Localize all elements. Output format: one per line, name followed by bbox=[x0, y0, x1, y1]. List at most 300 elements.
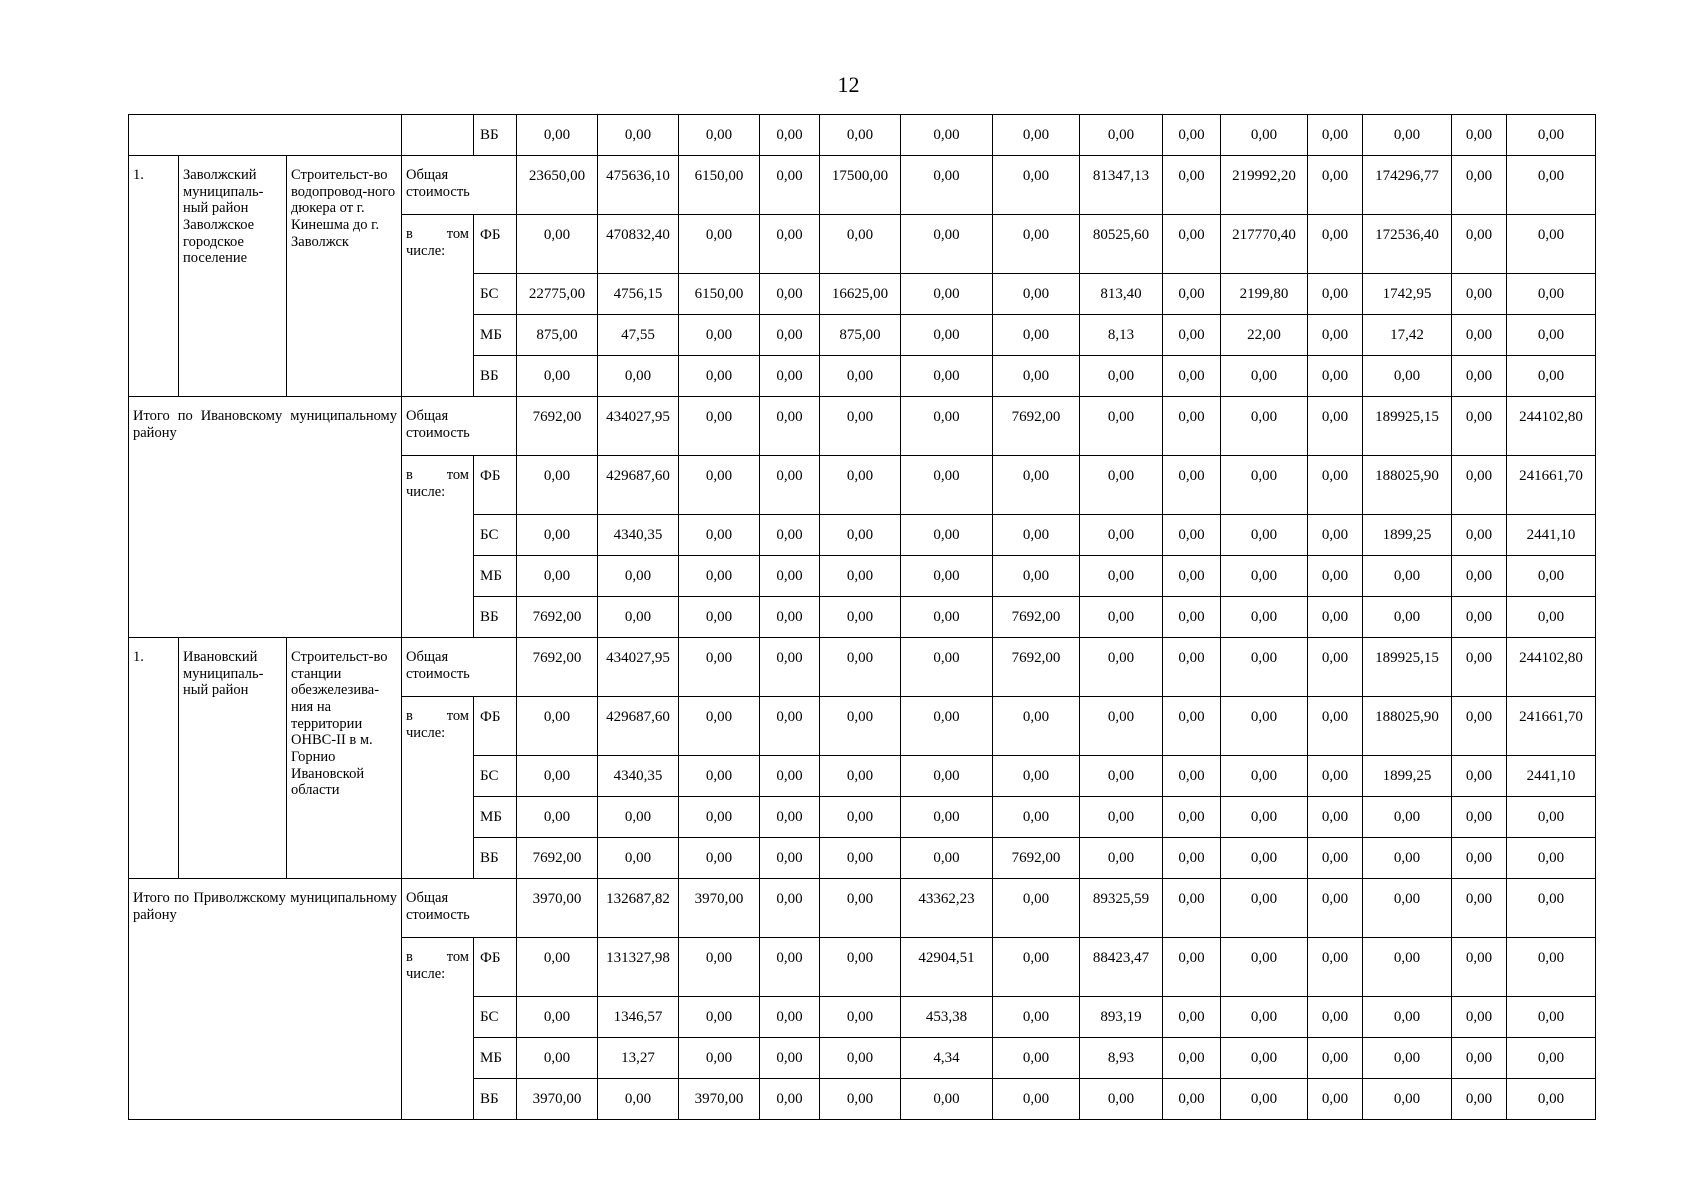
value-cell: 217770,40 bbox=[1221, 215, 1308, 274]
value-cell: 0,00 bbox=[1163, 756, 1221, 797]
value-cell: 0,00 bbox=[1163, 797, 1221, 838]
value-cell: 0,00 bbox=[1163, 515, 1221, 556]
value-cell: 0,00 bbox=[1507, 215, 1596, 274]
value-cell: 0,00 bbox=[679, 938, 760, 997]
value-cell: 0,00 bbox=[993, 274, 1080, 315]
value-cell: 0,00 bbox=[760, 638, 820, 697]
value-cell: 7692,00 bbox=[993, 597, 1080, 638]
total-cost-label: Общая стоимость bbox=[402, 397, 517, 456]
value-cell: 0,00 bbox=[760, 1079, 820, 1120]
value-cell: 0,00 bbox=[760, 315, 820, 356]
value-cell: 0,00 bbox=[1308, 556, 1363, 597]
value-cell: 4,34 bbox=[901, 1038, 993, 1079]
value-cell: 0,00 bbox=[1308, 1038, 1363, 1079]
value-cell: 0,00 bbox=[1308, 215, 1363, 274]
value-cell: 132687,82 bbox=[598, 879, 679, 938]
value-cell: 0,00 bbox=[1221, 697, 1308, 756]
value-cell: 0,00 bbox=[679, 215, 760, 274]
total-caption: Итого по Ивановскому муниципальному району bbox=[129, 397, 402, 638]
funding-source: ВБ bbox=[474, 1079, 517, 1120]
value-cell: 0,00 bbox=[1163, 356, 1221, 397]
funding-source: БС bbox=[474, 997, 517, 1038]
value-cell: 188025,90 bbox=[1363, 456, 1452, 515]
value-cell: 0,00 bbox=[1163, 156, 1221, 215]
value-cell: 0,00 bbox=[1163, 556, 1221, 597]
value-cell: 0,00 bbox=[1308, 274, 1363, 315]
value-cell: 0,00 bbox=[901, 756, 993, 797]
value-cell: 0,00 bbox=[901, 274, 993, 315]
value-cell: 0,00 bbox=[598, 556, 679, 597]
value-cell: 1899,25 bbox=[1363, 756, 1452, 797]
value-cell: 0,00 bbox=[1080, 638, 1163, 697]
value-cell: 0,00 bbox=[1163, 215, 1221, 274]
value-cell: 172536,40 bbox=[1363, 215, 1452, 274]
value-cell: 0,00 bbox=[1363, 879, 1452, 938]
value-cell: 0,00 bbox=[1452, 879, 1507, 938]
value-cell: 23650,00 bbox=[517, 156, 598, 215]
value-cell: 0,00 bbox=[517, 756, 598, 797]
value-cell: 0,00 bbox=[901, 838, 993, 879]
value-cell: 0,00 bbox=[1308, 1079, 1363, 1120]
table-row bbox=[129, 638, 1596, 697]
value-cell: 0,00 bbox=[679, 697, 760, 756]
value-cell: 0,00 bbox=[1507, 556, 1596, 597]
value-cell: 0,00 bbox=[820, 1079, 901, 1120]
value-cell: 0,00 bbox=[901, 638, 993, 697]
value-cell: 875,00 bbox=[517, 315, 598, 356]
value-cell: 0,00 bbox=[901, 1079, 993, 1120]
value-cell: 0,00 bbox=[1507, 797, 1596, 838]
value-cell: 0,00 bbox=[1080, 756, 1163, 797]
value-cell: 0,00 bbox=[1163, 1079, 1221, 1120]
value-cell: 0,00 bbox=[820, 215, 901, 274]
municipality-name: Ивановский муниципаль-ный район bbox=[179, 638, 287, 879]
value-cell: 131327,98 bbox=[598, 938, 679, 997]
value-cell: 7692,00 bbox=[517, 597, 598, 638]
row-number: 1. bbox=[129, 638, 179, 879]
value-cell: 0,00 bbox=[1308, 697, 1363, 756]
value-cell: 0,00 bbox=[901, 797, 993, 838]
value-cell: 0,00 bbox=[1221, 756, 1308, 797]
value-cell: 0,00 bbox=[901, 515, 993, 556]
value-cell: 0,00 bbox=[760, 797, 820, 838]
value-cell: 0,00 bbox=[1221, 397, 1308, 456]
value-cell: 2441,10 bbox=[1507, 756, 1596, 797]
value-cell: 0,00 bbox=[901, 115, 993, 156]
value-cell: 0,00 bbox=[993, 556, 1080, 597]
value-cell: 0,00 bbox=[1080, 397, 1163, 456]
value-cell: 7692,00 bbox=[993, 838, 1080, 879]
value-cell: 189925,15 bbox=[1363, 638, 1452, 697]
funding-source: БС bbox=[474, 274, 517, 315]
value-cell: 0,00 bbox=[993, 797, 1080, 838]
value-cell: 0,00 bbox=[1221, 1079, 1308, 1120]
value-cell: 0,00 bbox=[679, 838, 760, 879]
page-number: 12 bbox=[837, 72, 860, 97]
value-cell: 3970,00 bbox=[517, 879, 598, 938]
value-cell: 0,00 bbox=[679, 756, 760, 797]
value-cell: 0,00 bbox=[993, 1079, 1080, 1120]
value-cell: 470832,40 bbox=[598, 215, 679, 274]
value-cell: 0,00 bbox=[1452, 215, 1507, 274]
value-cell: 0,00 bbox=[760, 597, 820, 638]
value-cell: 0,00 bbox=[820, 597, 901, 638]
value-cell: 0,00 bbox=[1163, 997, 1221, 1038]
value-cell: 0,00 bbox=[1163, 115, 1221, 156]
value-cell: 0,00 bbox=[760, 697, 820, 756]
value-cell: 0,00 bbox=[820, 938, 901, 997]
value-cell: 0,00 bbox=[1452, 638, 1507, 697]
value-cell: 0,00 bbox=[1308, 315, 1363, 356]
value-cell: 0,00 bbox=[1080, 797, 1163, 838]
value-cell: 0,00 bbox=[1221, 115, 1308, 156]
value-cell: 89325,59 bbox=[1080, 879, 1163, 938]
value-cell: 0,00 bbox=[1308, 997, 1363, 1038]
value-cell: 0,00 bbox=[993, 697, 1080, 756]
empty-cell bbox=[402, 115, 474, 156]
value-cell: 0,00 bbox=[760, 456, 820, 515]
funding-source: ФБ bbox=[474, 938, 517, 997]
value-cell: 0,00 bbox=[1507, 1038, 1596, 1079]
value-cell: 4340,35 bbox=[598, 515, 679, 556]
empty-cell bbox=[129, 115, 402, 156]
value-cell: 0,00 bbox=[1080, 556, 1163, 597]
value-cell: 875,00 bbox=[820, 315, 901, 356]
total-caption: Итого по Приволжскому муниципальному району bbox=[129, 879, 402, 1120]
value-cell: 0,00 bbox=[1221, 1038, 1308, 1079]
value-cell: 0,00 bbox=[679, 597, 760, 638]
value-cell: 0,00 bbox=[1080, 697, 1163, 756]
funding-source: ВБ bbox=[474, 356, 517, 397]
value-cell: 1899,25 bbox=[1363, 515, 1452, 556]
funding-source: БС bbox=[474, 515, 517, 556]
value-cell: 0,00 bbox=[901, 156, 993, 215]
value-cell: 0,00 bbox=[760, 756, 820, 797]
value-cell: 0,00 bbox=[1221, 997, 1308, 1038]
value-cell: 0,00 bbox=[1507, 879, 1596, 938]
value-cell: 0,00 bbox=[993, 215, 1080, 274]
value-cell: 3970,00 bbox=[679, 1079, 760, 1120]
value-cell: 0,00 bbox=[1507, 356, 1596, 397]
value-cell: 0,00 bbox=[1163, 597, 1221, 638]
value-cell: 0,00 bbox=[517, 515, 598, 556]
including-label: в том числе: bbox=[402, 456, 474, 638]
value-cell: 0,00 bbox=[517, 938, 598, 997]
value-cell: 16625,00 bbox=[820, 274, 901, 315]
value-cell: 0,00 bbox=[1308, 838, 1363, 879]
value-cell: 0,00 bbox=[517, 797, 598, 838]
value-cell: 8,93 bbox=[1080, 1038, 1163, 1079]
value-cell: 81347,13 bbox=[1080, 156, 1163, 215]
value-cell: 0,00 bbox=[1163, 315, 1221, 356]
value-cell: 0,00 bbox=[1308, 638, 1363, 697]
value-cell: 0,00 bbox=[993, 456, 1080, 515]
value-cell: 47,55 bbox=[598, 315, 679, 356]
value-cell: 2441,10 bbox=[1507, 515, 1596, 556]
funding-source: МБ bbox=[474, 797, 517, 838]
value-cell: 244102,80 bbox=[1507, 397, 1596, 456]
value-cell: 0,00 bbox=[820, 879, 901, 938]
value-cell: 0,00 bbox=[1452, 156, 1507, 215]
value-cell: 0,00 bbox=[679, 797, 760, 838]
value-cell: 0,00 bbox=[993, 515, 1080, 556]
value-cell: 0,00 bbox=[679, 556, 760, 597]
value-cell: 453,38 bbox=[901, 997, 993, 1038]
value-cell: 13,27 bbox=[598, 1038, 679, 1079]
value-cell: 241661,70 bbox=[1507, 456, 1596, 515]
value-cell: 88423,47 bbox=[1080, 938, 1163, 997]
value-cell: 0,00 bbox=[993, 315, 1080, 356]
value-cell: 0,00 bbox=[1221, 838, 1308, 879]
value-cell: 0,00 bbox=[517, 356, 598, 397]
value-cell: 0,00 bbox=[1308, 156, 1363, 215]
value-cell: 0,00 bbox=[1452, 556, 1507, 597]
value-cell: 0,00 bbox=[1452, 315, 1507, 356]
value-cell: 0,00 bbox=[1452, 1079, 1507, 1120]
funding-source: БС bbox=[474, 756, 517, 797]
value-cell: 43362,23 bbox=[901, 879, 993, 938]
value-cell: 0,00 bbox=[598, 597, 679, 638]
value-cell: 0,00 bbox=[760, 215, 820, 274]
value-cell: 0,00 bbox=[1163, 456, 1221, 515]
value-cell: 0,00 bbox=[1163, 1038, 1221, 1079]
object-name: Строительст-во водопровод-ного дюкера от г. Кинешма до г. Заволжск bbox=[287, 156, 402, 397]
value-cell: 17,42 bbox=[1363, 315, 1452, 356]
value-cell: 2199,80 bbox=[1221, 274, 1308, 315]
value-cell: 4756,15 bbox=[598, 274, 679, 315]
value-cell: 22775,00 bbox=[517, 274, 598, 315]
value-cell: 0,00 bbox=[901, 456, 993, 515]
value-cell: 42904,51 bbox=[901, 938, 993, 997]
value-cell: 0,00 bbox=[1163, 397, 1221, 456]
value-cell: 434027,95 bbox=[598, 638, 679, 697]
value-cell: 0,00 bbox=[1308, 879, 1363, 938]
value-cell: 0,00 bbox=[1452, 938, 1507, 997]
value-cell: 0,00 bbox=[1452, 838, 1507, 879]
value-cell: 0,00 bbox=[1080, 597, 1163, 638]
value-cell: 0,00 bbox=[1163, 838, 1221, 879]
value-cell: 0,00 bbox=[901, 397, 993, 456]
value-cell: 0,00 bbox=[760, 115, 820, 156]
value-cell: 813,40 bbox=[1080, 274, 1163, 315]
value-cell: 0,00 bbox=[1452, 397, 1507, 456]
funding-source: ВБ bbox=[474, 838, 517, 879]
value-cell: 0,00 bbox=[679, 515, 760, 556]
value-cell: 0,00 bbox=[1308, 115, 1363, 156]
funding-source: ФБ bbox=[474, 456, 517, 515]
value-cell: 0,00 bbox=[1221, 356, 1308, 397]
value-cell: 0,00 bbox=[1363, 556, 1452, 597]
value-cell: 8,13 bbox=[1080, 315, 1163, 356]
value-cell: 0,00 bbox=[1080, 1079, 1163, 1120]
value-cell: 0,00 bbox=[1363, 797, 1452, 838]
funding-source: ВБ bbox=[474, 597, 517, 638]
value-cell: 0,00 bbox=[1363, 1038, 1452, 1079]
value-cell: 0,00 bbox=[679, 1038, 760, 1079]
value-cell: 0,00 bbox=[993, 997, 1080, 1038]
value-cell: 0,00 bbox=[1363, 115, 1452, 156]
value-cell: 0,00 bbox=[1308, 515, 1363, 556]
value-cell: 0,00 bbox=[1452, 356, 1507, 397]
value-cell: 7692,00 bbox=[517, 838, 598, 879]
value-cell: 0,00 bbox=[598, 838, 679, 879]
value-cell: 0,00 bbox=[1308, 597, 1363, 638]
value-cell: 0,00 bbox=[1452, 274, 1507, 315]
value-cell: 0,00 bbox=[517, 697, 598, 756]
value-cell: 0,00 bbox=[679, 997, 760, 1038]
value-cell: 0,00 bbox=[760, 838, 820, 879]
value-cell: 188025,90 bbox=[1363, 697, 1452, 756]
value-cell: 0,00 bbox=[1363, 1079, 1452, 1120]
value-cell: 0,00 bbox=[1221, 556, 1308, 597]
value-cell: 0,00 bbox=[598, 797, 679, 838]
total-cost-label: Общая стоимость bbox=[402, 156, 517, 215]
funding-source: ФБ bbox=[474, 697, 517, 756]
value-cell: 893,19 bbox=[1080, 997, 1163, 1038]
value-cell: 4340,35 bbox=[598, 756, 679, 797]
value-cell: 22,00 bbox=[1221, 315, 1308, 356]
value-cell: 174296,77 bbox=[1363, 156, 1452, 215]
funding-source: ФБ bbox=[474, 215, 517, 274]
value-cell: 0,00 bbox=[760, 515, 820, 556]
funding-source: ВБ bbox=[474, 115, 517, 156]
value-cell: 0,00 bbox=[1221, 515, 1308, 556]
value-cell: 0,00 bbox=[1452, 697, 1507, 756]
value-cell: 0,00 bbox=[901, 315, 993, 356]
value-cell: 0,00 bbox=[1221, 938, 1308, 997]
value-cell: 0,00 bbox=[1507, 115, 1596, 156]
value-cell: 0,00 bbox=[1080, 115, 1163, 156]
value-cell: 0,00 bbox=[598, 115, 679, 156]
value-cell: 0,00 bbox=[1308, 397, 1363, 456]
value-cell: 0,00 bbox=[1163, 697, 1221, 756]
value-cell: 0,00 bbox=[760, 997, 820, 1038]
value-cell: 0,00 bbox=[820, 797, 901, 838]
value-cell: 0,00 bbox=[993, 156, 1080, 215]
value-cell: 3970,00 bbox=[679, 879, 760, 938]
table-row bbox=[129, 879, 1596, 938]
value-cell: 0,00 bbox=[1080, 356, 1163, 397]
funding-source: МБ bbox=[474, 556, 517, 597]
total-cost-label: Общая стоимость bbox=[402, 638, 517, 697]
value-cell: 80525,60 bbox=[1080, 215, 1163, 274]
value-cell: 0,00 bbox=[993, 356, 1080, 397]
value-cell: 7692,00 bbox=[517, 397, 598, 456]
value-cell: 0,00 bbox=[820, 1038, 901, 1079]
value-cell: 0,00 bbox=[1308, 356, 1363, 397]
value-cell: 17500,00 bbox=[820, 156, 901, 215]
table-row bbox=[129, 115, 1596, 156]
value-cell: 7692,00 bbox=[993, 397, 1080, 456]
value-cell: 0,00 bbox=[820, 997, 901, 1038]
value-cell: 0,00 bbox=[679, 456, 760, 515]
value-cell: 0,00 bbox=[1308, 756, 1363, 797]
value-cell: 6150,00 bbox=[679, 156, 760, 215]
total-cost-label: Общая стоимость bbox=[402, 879, 517, 938]
value-cell: 434027,95 bbox=[598, 397, 679, 456]
value-cell: 429687,60 bbox=[598, 456, 679, 515]
value-cell: 6150,00 bbox=[679, 274, 760, 315]
value-cell: 0,00 bbox=[993, 756, 1080, 797]
value-cell: 0,00 bbox=[1507, 597, 1596, 638]
value-cell: 0,00 bbox=[1452, 756, 1507, 797]
value-cell: 0,00 bbox=[517, 556, 598, 597]
value-cell: 0,00 bbox=[1363, 597, 1452, 638]
value-cell: 0,00 bbox=[760, 356, 820, 397]
value-cell: 0,00 bbox=[1080, 838, 1163, 879]
value-cell: 0,00 bbox=[1308, 938, 1363, 997]
value-cell: 0,00 bbox=[760, 938, 820, 997]
value-cell: 0,00 bbox=[1452, 1038, 1507, 1079]
value-cell: 0,00 bbox=[679, 397, 760, 456]
value-cell: 3970,00 bbox=[517, 1079, 598, 1120]
municipality-name: Заволжский муниципаль-ный район Заволжское городское поселение bbox=[179, 156, 287, 397]
row-number: 1. bbox=[129, 156, 179, 397]
value-cell: 0,00 bbox=[1452, 515, 1507, 556]
value-cell: 0,00 bbox=[1452, 456, 1507, 515]
value-cell: 0,00 bbox=[598, 1079, 679, 1120]
value-cell: 0,00 bbox=[820, 556, 901, 597]
value-cell: 0,00 bbox=[993, 938, 1080, 997]
value-cell: 0,00 bbox=[1080, 456, 1163, 515]
value-cell: 0,00 bbox=[901, 215, 993, 274]
value-cell: 0,00 bbox=[1452, 797, 1507, 838]
value-cell: 0,00 bbox=[993, 115, 1080, 156]
table-row bbox=[129, 156, 1596, 215]
value-cell: 0,00 bbox=[1221, 797, 1308, 838]
value-cell: 0,00 bbox=[820, 756, 901, 797]
value-cell: 7692,00 bbox=[993, 638, 1080, 697]
value-cell: 0,00 bbox=[820, 838, 901, 879]
value-cell: 219992,20 bbox=[1221, 156, 1308, 215]
value-cell: 0,00 bbox=[1363, 838, 1452, 879]
including-label: в том числе: bbox=[402, 697, 474, 879]
value-cell: 0,00 bbox=[901, 697, 993, 756]
value-cell: 189925,15 bbox=[1363, 397, 1452, 456]
object-name: Строительст-во станции обезжелезива-ния на территории ОНВС-II в м. Горнио Ивановской области bbox=[287, 638, 402, 879]
value-cell: 0,00 bbox=[1221, 456, 1308, 515]
value-cell: 0,00 bbox=[517, 997, 598, 1038]
value-cell: 429687,60 bbox=[598, 697, 679, 756]
value-cell: 0,00 bbox=[760, 556, 820, 597]
value-cell: 0,00 bbox=[993, 1038, 1080, 1079]
value-cell: 0,00 bbox=[1507, 156, 1596, 215]
value-cell: 0,00 bbox=[1080, 515, 1163, 556]
funding-source: МБ bbox=[474, 315, 517, 356]
including-label: в том числе: bbox=[402, 938, 474, 1120]
value-cell: 0,00 bbox=[1363, 356, 1452, 397]
value-cell: 0,00 bbox=[1163, 938, 1221, 997]
funding-source: МБ bbox=[474, 1038, 517, 1079]
value-cell: 0,00 bbox=[820, 397, 901, 456]
value-cell: 0,00 bbox=[1452, 997, 1507, 1038]
value-cell: 0,00 bbox=[760, 156, 820, 215]
value-cell: 0,00 bbox=[1507, 315, 1596, 356]
value-cell: 0,00 bbox=[1507, 1079, 1596, 1120]
value-cell: 0,00 bbox=[993, 879, 1080, 938]
value-cell: 1742,95 bbox=[1363, 274, 1452, 315]
value-cell: 0,00 bbox=[1221, 879, 1308, 938]
value-cell: 0,00 bbox=[517, 215, 598, 274]
value-cell: 0,00 bbox=[517, 115, 598, 156]
value-cell: 0,00 bbox=[1507, 838, 1596, 879]
value-cell: 0,00 bbox=[1507, 997, 1596, 1038]
value-cell: 0,00 bbox=[679, 638, 760, 697]
value-cell: 0,00 bbox=[820, 356, 901, 397]
value-cell: 0,00 bbox=[1221, 597, 1308, 638]
value-cell: 0,00 bbox=[1308, 456, 1363, 515]
value-cell: 0,00 bbox=[679, 315, 760, 356]
